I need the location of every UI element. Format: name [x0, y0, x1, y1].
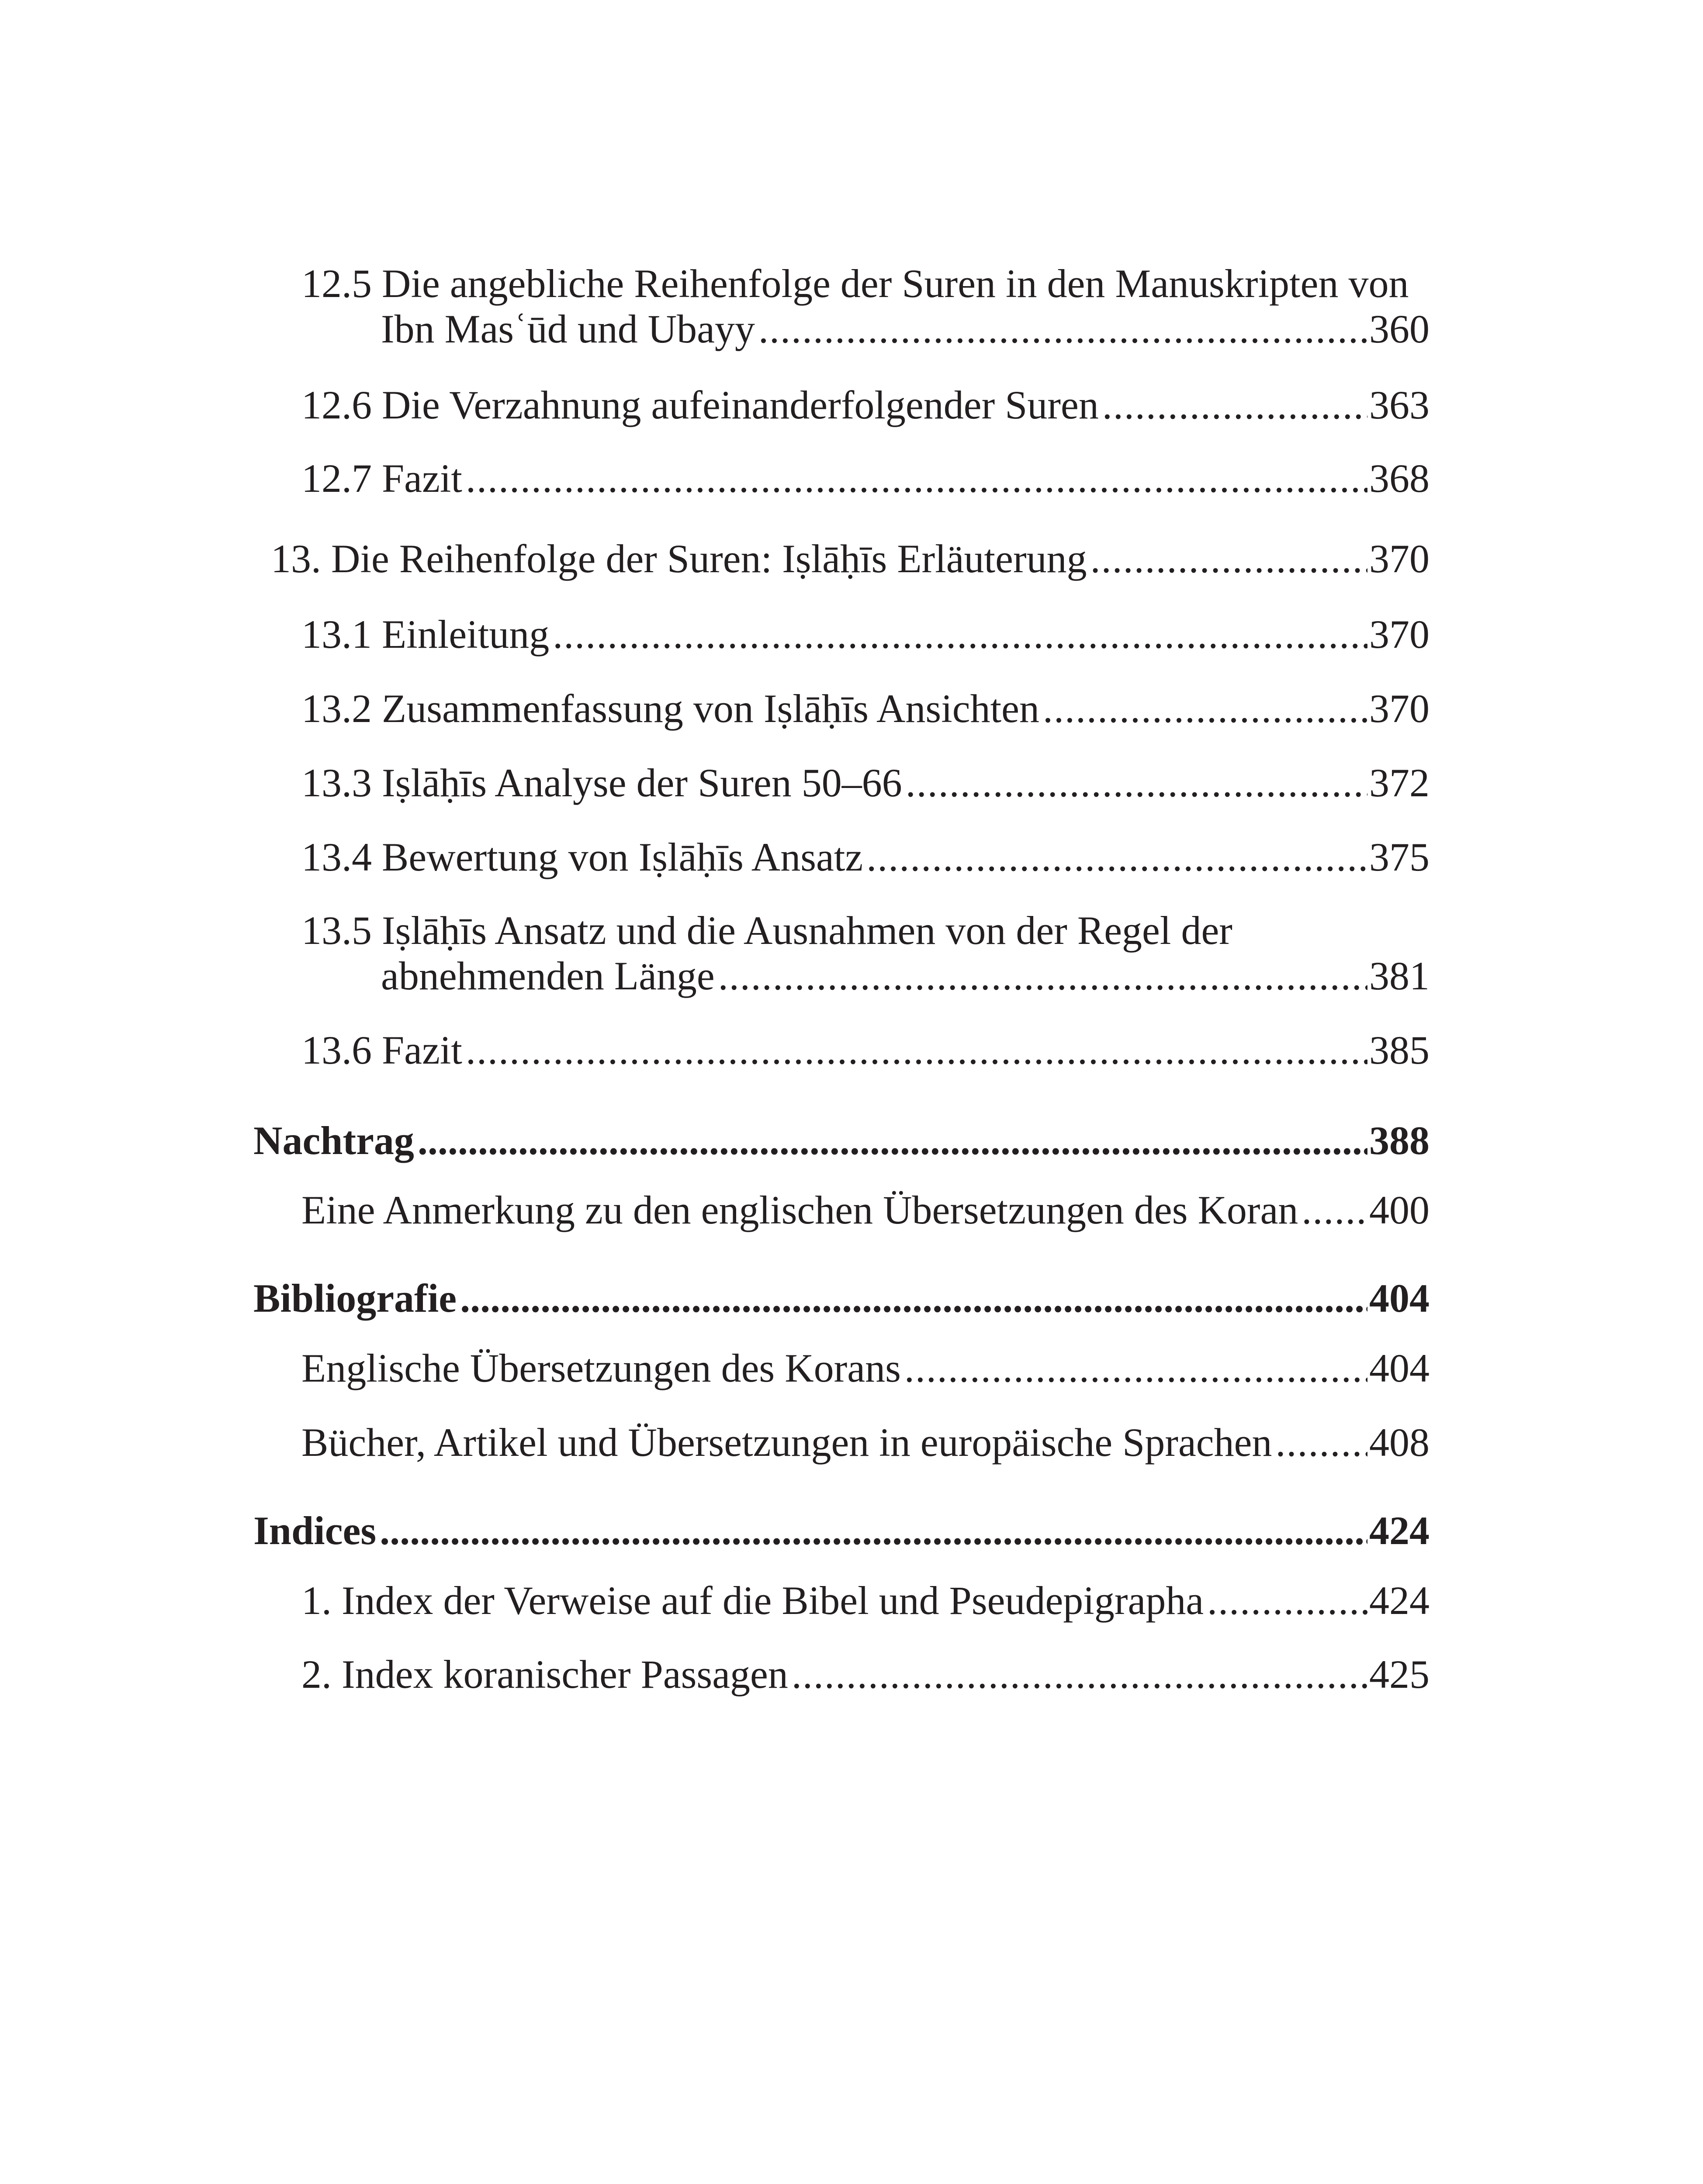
- toc-page-number: 375: [1369, 835, 1430, 879]
- toc-page-number: 424: [1369, 1578, 1430, 1623]
- toc-page-number: 424: [1369, 1508, 1430, 1553]
- toc-entry-title: Englische Übersetzungen des Korans: [301, 1346, 901, 1390]
- toc-page-number: 425: [1369, 1652, 1430, 1697]
- toc-entry-index-koranisch[interactable]: [253, 1652, 1430, 1697]
- toc-page-number: 404: [1369, 1276, 1430, 1320]
- toc-page-number: 408: [1369, 1420, 1430, 1465]
- toc-entry-title: 13.3 Iṣlāḥīs Analyse der Suren 50–66: [301, 760, 902, 805]
- dot-leader: [904, 1345, 1367, 1391]
- dot-leader: [466, 1027, 1367, 1073]
- toc-entry-12-6[interactable]: [253, 382, 1430, 428]
- toc-section-indices[interactable]: [253, 1508, 1430, 1553]
- toc-page-number: 370: [1369, 686, 1430, 731]
- toc-page-number: 360: [1369, 307, 1430, 351]
- dot-leader: [460, 1275, 1367, 1321]
- toc-entry-englische-uebersetzungen[interactable]: [253, 1345, 1430, 1391]
- dot-leader: [1301, 1187, 1367, 1233]
- toc-entry-13-4[interactable]: [253, 834, 1430, 880]
- toc-entry-13-5[interactable]: [253, 908, 1430, 999]
- dot-leader: [758, 306, 1367, 352]
- toc-section-nachtrag[interactable]: [253, 1118, 1430, 1163]
- toc-entry-title: 12.7 Fazit: [301, 456, 462, 501]
- toc-section-title: Bibliografie: [253, 1276, 457, 1320]
- toc-entry-title: 2. Index koranischer Passagen: [301, 1652, 788, 1697]
- toc-entry-title: 13. Die Reihenfolge der Suren: Iṣlāḥīs Erläuterung: [271, 536, 1087, 581]
- dot-leader: [792, 1652, 1367, 1697]
- toc-entry-index-bibel[interactable]: [253, 1578, 1430, 1623]
- toc-entry-title: Ibn Masʿūd und Ubayy: [381, 307, 755, 351]
- toc-entry-title: 12.6 Die Verzahnung aufeinanderfolgender Suren: [301, 383, 1099, 427]
- toc-section-title: Nachtrag: [253, 1118, 414, 1163]
- toc-entry-chapter-13[interactable]: [253, 536, 1430, 581]
- toc-entry-title-line1: 12.5 Die angebliche Reihenfolge der Suren in den Manuskripten von: [301, 261, 1409, 306]
- toc-page-number: 381: [1369, 954, 1430, 998]
- toc-page-number: 388: [1369, 1118, 1430, 1163]
- toc-entry-buecher-artikel[interactable]: [253, 1420, 1430, 1465]
- toc-entry-title: 13.6 Fazit: [301, 1028, 462, 1072]
- toc-page-number: 404: [1369, 1346, 1430, 1390]
- dot-leader: [1102, 382, 1367, 428]
- toc-page-number: 385: [1369, 1028, 1430, 1072]
- toc-entry-title: Bücher, Artikel und Übersetzungen in europäische Sprachen: [301, 1420, 1272, 1465]
- dot-leader: [1043, 686, 1367, 731]
- toc-entry-13-1[interactable]: [253, 612, 1430, 657]
- toc-section-bibliografie[interactable]: [253, 1275, 1430, 1321]
- toc-entry-title: 13.2 Zusammenfassung von Iṣlāḥīs Ansichten: [301, 686, 1040, 731]
- toc-entry-title: 1. Index der Verweise auf die Bibel und Pseudepigrapha: [301, 1578, 1204, 1623]
- toc-page-number: 368: [1369, 456, 1430, 501]
- toc-section-title: Indices: [253, 1508, 377, 1553]
- toc-page-number: 400: [1369, 1188, 1430, 1232]
- toc-entry-anmerkung[interactable]: [253, 1187, 1430, 1233]
- dot-leader: [1275, 1420, 1367, 1465]
- toc-entry-12-7[interactable]: [253, 456, 1430, 501]
- toc-entry-title: 13.1 Einleitung: [301, 612, 550, 657]
- toc-entry-13-6[interactable]: [253, 1027, 1430, 1073]
- toc-entry-12-5[interactable]: [253, 261, 1430, 352]
- toc-page-number: 363: [1369, 383, 1430, 427]
- toc-entry-title: abnehmenden Länge: [381, 954, 715, 998]
- toc-entry-title-line1: 13.5 Iṣlāḥīs Ansatz und die Ausnahmen von der Regel der: [301, 908, 1232, 953]
- dot-leader: [1207, 1578, 1367, 1623]
- dot-leader: [906, 760, 1367, 805]
- dot-leader: [718, 953, 1367, 999]
- dot-leader: [866, 834, 1367, 880]
- toc-page-number: 370: [1369, 612, 1430, 657]
- toc-entry-title: 13.4 Bewertung von Iṣlāḥīs Ansatz: [301, 835, 863, 879]
- toc-page-number: 370: [1369, 536, 1430, 581]
- dot-leader: [418, 1118, 1367, 1163]
- toc-entry-13-3[interactable]: [253, 760, 1430, 805]
- toc-page-number: 372: [1369, 760, 1430, 805]
- dot-leader: [380, 1508, 1367, 1553]
- dot-leader: [553, 612, 1367, 657]
- toc-entry-title: Eine Anmerkung zu den englischen Übersetzungen des Koran: [301, 1188, 1298, 1232]
- dot-leader: [466, 456, 1367, 501]
- toc-entry-13-2[interactable]: [253, 686, 1430, 731]
- dot-leader: [1090, 536, 1367, 581]
